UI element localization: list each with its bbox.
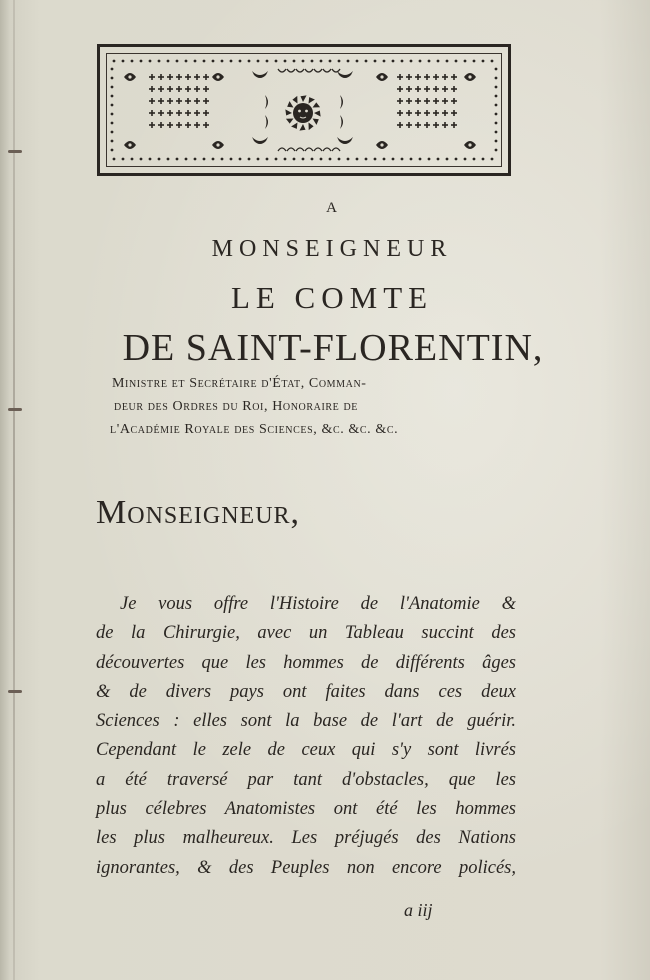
dedicatee-titles (110, 372, 520, 441)
signature-mark: a iij (404, 900, 433, 920)
binding-stitch (8, 690, 22, 693)
binding-stitch (8, 150, 22, 153)
ornamental-headpiece (97, 44, 511, 176)
body-line: découvertes que les hommes de différents âges (96, 652, 516, 673)
body-line: a été traversé par tant d'obstacles, que les (96, 769, 516, 790)
binding-gutter (13, 0, 15, 980)
body-line: & de divers pays ont faites dans ces deux (96, 681, 516, 702)
body-line: ignorantes, & des Peuples non encore policés, (96, 857, 516, 878)
title-line: l'Académie Royale des Sciences, &c. &c. &c. (110, 422, 399, 437)
binding-stitch (8, 408, 22, 411)
title-line: deur des Ordres du Roi, Honoraire de (114, 399, 358, 414)
dedication-body (96, 590, 516, 883)
title-line: Ministre et Secrétaire d'État, Comman- (112, 376, 367, 391)
body-line: de la Chirurgie, avec un Tableau succint des (96, 623, 516, 644)
body-line: les plus malheureux. Les préjugés des Nations (96, 828, 516, 849)
dedicatee-name: DE SAINT-FLORENTIN, (122, 327, 544, 369)
headpiece-ornament-icon (100, 47, 508, 173)
salutation: Monseigneur, (96, 494, 301, 531)
body-line: Cependant le zele de ceux qui s'y sont livrés (96, 740, 516, 761)
honorific: MONSEIGNEUR (211, 236, 453, 262)
rank: LE COMTE (230, 280, 434, 315)
dedication-to: A (326, 200, 338, 216)
body-line: plus célebres Anatomistes ont été les hommes (96, 799, 516, 820)
body-line: Je vous offre l'Histoire de l'Anatomie & (120, 594, 516, 614)
body-line: Sciences : elles sont la base de l'art de guérir. (96, 711, 516, 732)
